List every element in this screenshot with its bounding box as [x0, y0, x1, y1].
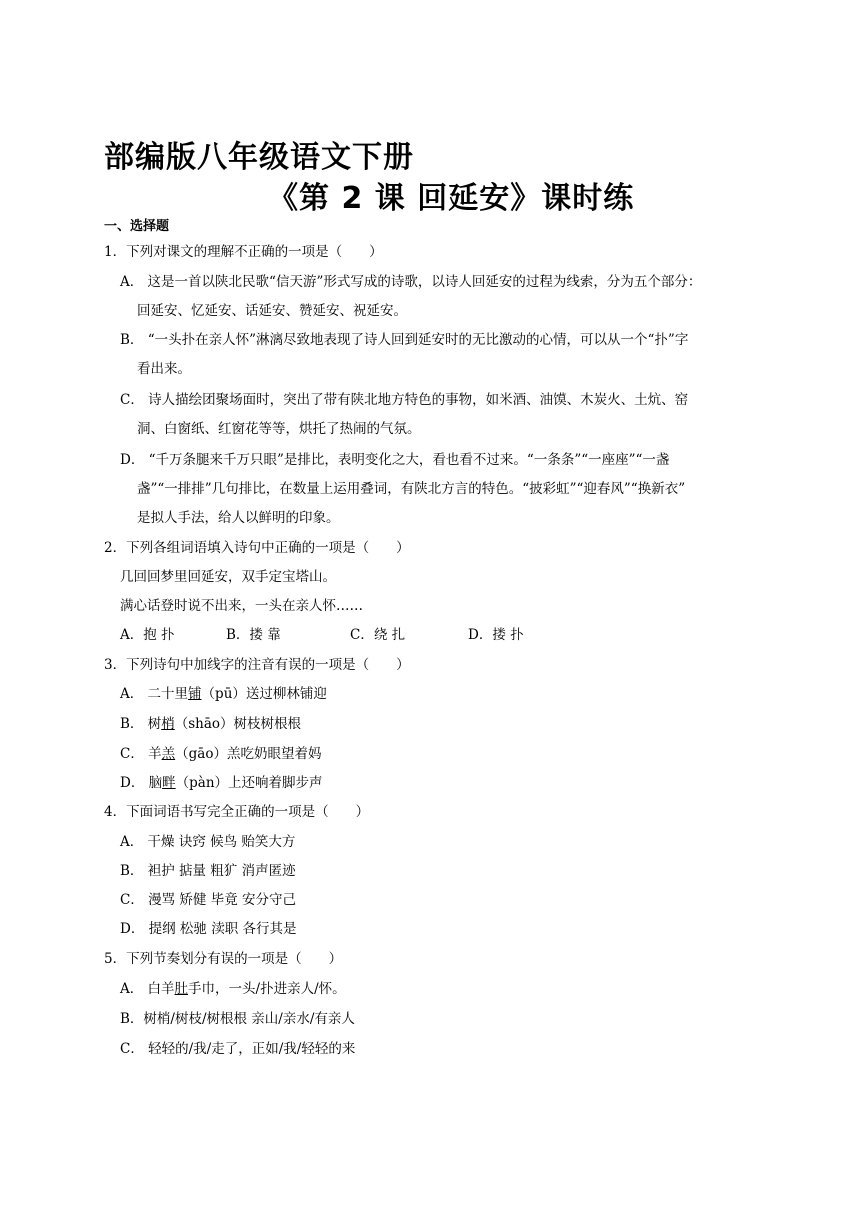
- question-2-option-c: C．绕 扎: [350, 627, 406, 643]
- option-text: C． 羊: [120, 746, 162, 762]
- document-subtitle: 《第 2 课 回延安》课时练: [268, 181, 635, 216]
- question-2-option-b: B．搂 靠: [226, 627, 281, 643]
- question-1-option-d-cont: 盏”“一排排”几句排比，在数量上运用叠词，有陕北方言的特色。“披彩虹”“迎春风”“换新衣”: [137, 481, 686, 497]
- question-1-option-a-cont: 回延安、忆延安、话延安、赞延安、祝延安。: [137, 303, 407, 319]
- question-3-option-d: [120, 774, 323, 792]
- underlined-char: 畔: [162, 775, 176, 791]
- option-text: B． 树: [120, 716, 162, 732]
- option-text: A． 白羊: [120, 981, 175, 997]
- underlined-char: 梢: [161, 716, 175, 732]
- question-5-option-a: [120, 980, 346, 998]
- option-text: 手巾，一头/扑进亲人/怀。: [188, 981, 346, 997]
- question-4-stem: 4．下面词语书写完全正确的一项是（ ）: [104, 804, 370, 820]
- question-1-option-d-cont2: 是拟人手法，给人以鲜明的印象。: [137, 510, 340, 526]
- question-3-option-a: [120, 685, 327, 703]
- question-4-option-a: A． 干燥 诀窍 候鸟 贻笑大方: [120, 834, 296, 850]
- question-1-option-c: C． 诗人描绘团聚场面时，突出了带有陕北地方特色的事物，如米酒、油馍、木炭火、土炕、窑: [120, 392, 689, 408]
- underlined-char: 肚: [174, 981, 189, 997]
- option-text: （gāo）羔吃奶眼望着妈: [175, 746, 322, 762]
- question-3-option-b: [120, 715, 301, 733]
- question-2-stem: 2．下列各组词语填入诗句中正确的一项是（ ）: [104, 540, 410, 556]
- question-3-stem: 3．下列诗句中加线字的注音有误的一项是（ ）: [104, 657, 410, 673]
- question-1-option-b: B． “一头扑在亲人怀”淋漓尽致地表现了诗人回到延安时的无比激动的心情，可以从一个“扑”字: [120, 332, 689, 348]
- question-1-stem: 1．下列对课文的理解不正确的一项是（ ）: [104, 244, 383, 260]
- question-4-option-b: B． 袒护 掂量 粗犷 消声匿迹: [120, 863, 296, 879]
- option-text: A． 二十里: [120, 686, 189, 702]
- question-2-poem-line-2: 满心话登时说不出来，一头在亲人怀……: [120, 598, 363, 614]
- question-2-poem-line-1: 几回回梦里回延安，双手定宝塔山。: [120, 569, 336, 585]
- underlined-char: 羔: [161, 746, 176, 762]
- option-text: （shāo）树枝树根根: [174, 716, 302, 732]
- question-5-stem: 5．下列节奏划分有误的一项是（ ）: [104, 951, 343, 967]
- question-1-option-b-cont: 看出来。: [137, 361, 191, 377]
- question-5-option-c: C． 轻轻的/我/走了，正如/我/轻轻的来: [120, 1041, 356, 1057]
- option-text: （pū）送过柳林铺迎: [201, 686, 327, 702]
- question-1-option-d: D． “千万条腿来千万只眼”是排比，表明变化之大，看也看不过来。“一条条”“一座座”“一盏: [120, 452, 670, 468]
- option-text: （pàn）上还响着脚步声: [175, 775, 323, 791]
- question-2-option-a: A．抱 扑: [120, 627, 175, 643]
- question-4-option-c: C． 漫骂 矫健 毕竟 安分守己: [120, 892, 296, 908]
- document-title: 部编版八年级语文下册: [104, 140, 414, 175]
- question-2-option-d: D．搂 扑: [468, 627, 524, 643]
- question-1-option-c-cont: 洞、白窗纸、红窗花等等，烘托了热闹的气氛。: [137, 421, 421, 437]
- question-1-option-a: A． 这是一首以陕北民歌“信天游”形式写成的诗歌，以诗人回延安的过程为线索，分为五个部分：: [120, 274, 702, 290]
- question-3-option-c: [120, 745, 321, 763]
- question-4-option-d: D． 提纲 松驰 渎职 各行其是: [120, 921, 297, 937]
- option-text: D． 脑: [120, 775, 163, 791]
- underlined-char: 铺: [188, 686, 202, 702]
- question-5-option-b: B．树梢/树枝/树根根 亲山/亲水/有亲人: [120, 1011, 355, 1027]
- section-heading: 一、选择题: [104, 219, 170, 234]
